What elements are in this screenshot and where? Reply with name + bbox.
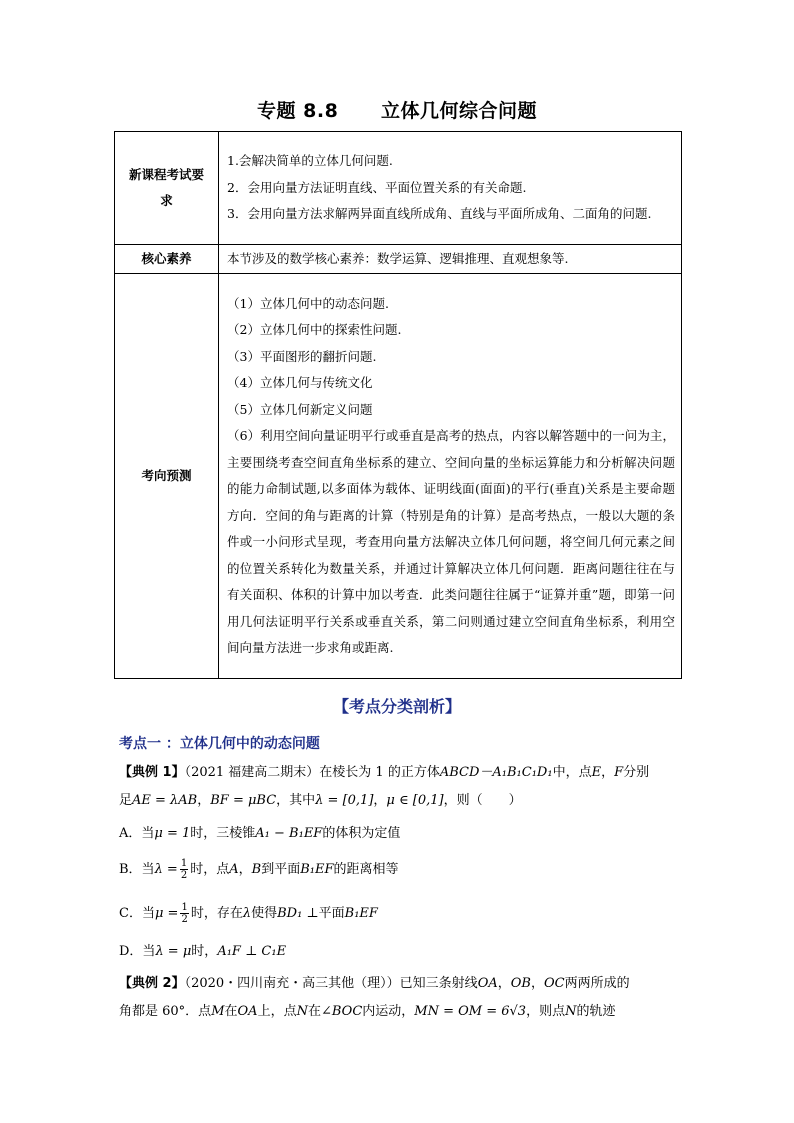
requirements-table	[114, 131, 682, 679]
table-row	[115, 245, 682, 274]
table-row	[115, 132, 682, 245]
row-label: 新课程考试要求	[115, 132, 219, 245]
example2-line2: 角都是 60°．点M在OA上，点N在∠BOC内运动，MN = OM = 6√3，则点N的轨迹	[119, 1004, 616, 1019]
literacy-line: 本节涉及的数学核心素养：数学运算、逻辑推理、直观想象等.	[227, 250, 569, 266]
forecast-line: （5）立体几何新定义问题	[227, 401, 373, 417]
page-title: 专题 8.8 立体几何综合问题	[257, 100, 537, 122]
forecast-line: （4）立体几何与传统文化	[227, 375, 373, 390]
kaodian-heading: 考点一 ：立体几何中的动态问题	[119, 736, 320, 752]
row-content	[219, 245, 682, 274]
option-c: C．当μ = $\frac{1}{2}$ 时，存在λ使得BD₁ ⊥平面B₁EF	[119, 902, 378, 925]
example-source: （2020・四川南充・高三其他（理））	[184, 976, 400, 991]
option-a: A．当μ = 1时，三棱锥A₁ − B₁EF的体积为定值	[119, 826, 401, 841]
requirement-line: 3．会用向量方法求解两异面直线所成角、直线与平面所成角、二面角的问题.	[227, 206, 652, 222]
row-label: 考向预测	[115, 274, 219, 679]
example2-line1: 【典例 2】（2020・四川南充・高三其他（理））已知三条射线OA，OB，OC两两所成的	[119, 976, 630, 991]
row-label: 核心素养	[115, 245, 219, 274]
example1-line2: 足AE = λAB，BF = μBC，其中λ = [0,1]，μ ∈ [0,1]，则（ ）	[119, 793, 522, 808]
example1-line1: 【典例 1】（2021 福建高二期末）在棱长为 1 的正方体ABCD－A₁B₁C₁D₁中，点E，F分别	[119, 765, 650, 780]
forecast-line: （1）立体几何中的动态问题.	[227, 295, 389, 311]
option-d: D．当λ = μ时，A₁F ⊥ C₁E	[119, 944, 287, 959]
forecast-paragraph: （6）利用空间向量证明平行或垂直是高考的热点，内容以解答题中的一问为主，主要围绕考查空间直角坐标系的建立、空间向量的坐标运算能力和分析解决问题的能力命制试题,以多面体为载体、证明线面(面面)的平行(垂直)关系是主要命题方向．空间的角与距离的计算（特别是角的计算）是高考热点，一般以大题的条件或一小问形式呈现，考查用向量方法解决立体几何问题，将空间几何元素之间的位置关系转化为数量关系，并通过计算解决立体几何问题．距离问题往往在与有关面积、体积的计算中加以考查．此类问题往往属于“证算并重”题，即第一问用几何法证明平行关系或垂直关系，第二问则通过建立空间直角坐标系，利用空间向量方法进一步求角或距离.	[227, 428, 675, 655]
example-source: （2021 福建高二期末）	[184, 765, 320, 780]
math-vector: BF = μBC	[210, 793, 277, 808]
math-vector: AE = λAB	[132, 793, 198, 808]
fraction: $\frac{1}{2}$	[180, 858, 188, 881]
requirement-line: 2．会用向量方法证明直线、平面位置关系的有关命题.	[227, 179, 527, 195]
row-content	[219, 132, 682, 245]
forecast-line: （3）平面图形的翻折问题.	[227, 348, 377, 364]
example-tag: 【典例 2】	[119, 976, 185, 991]
fraction: $\frac{1}{2}$	[181, 902, 188, 925]
requirement-line: 1.会解决简单的立体几何问题.	[227, 153, 393, 169]
forecast-line: （2）立体几何中的探索性问题.	[227, 322, 402, 337]
table-row	[115, 274, 682, 679]
example-tag: 【典例 1】	[119, 765, 185, 780]
row-content	[219, 274, 682, 679]
section-title: 【考点分类剖析】	[332, 697, 461, 716]
option-b: B．当λ = $\frac{1}{2}$ 时，点A，B到平面B₁EF的距离相等	[119, 858, 399, 881]
math-cube: ABCD－A₁B₁C₁D₁	[439, 765, 553, 780]
